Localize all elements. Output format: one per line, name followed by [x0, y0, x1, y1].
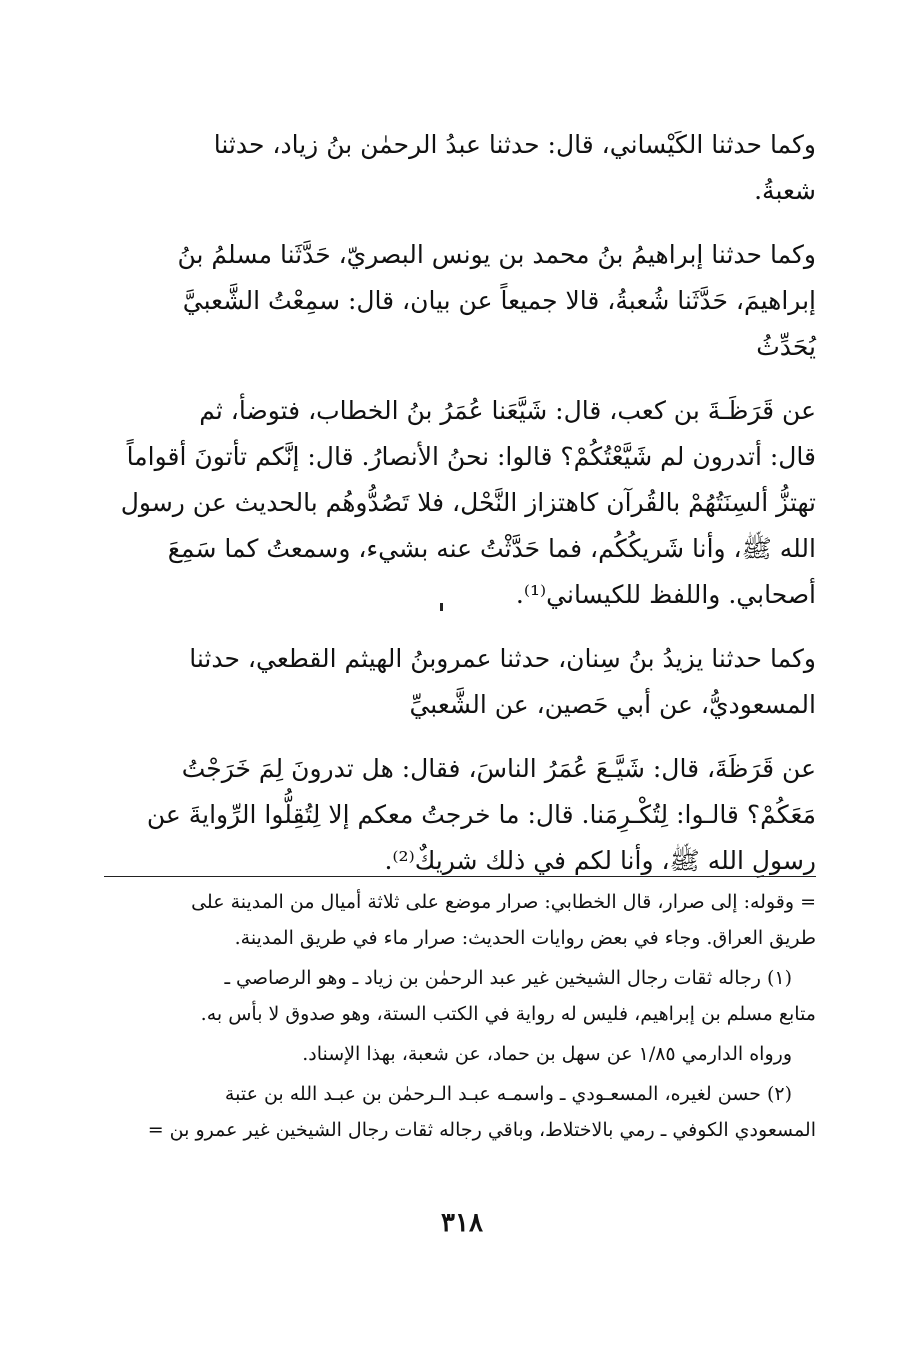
- footnote-line: = وقوله: إلى صرار، قال الخطابي: صرار موضع على ثلاثة أميال من المدينة على: [191, 891, 816, 913]
- print-mark: [440, 603, 443, 611]
- footnote-line: (٢) حسن لغيره، المسعـودي ـ واسمـه عبـد الـرحمٰن بن عبـد الله بن عتبة: [224, 1083, 792, 1105]
- footnote-divider: [104, 876, 816, 877]
- paragraph-2: [104, 232, 816, 370]
- text-line: المسعوديُّ، عن أبي حَصين، عن الشَّعبيِّ: [409, 690, 816, 719]
- footnote-1: [104, 960, 816, 1032]
- footnote-2: [104, 1076, 816, 1148]
- text-line: شعبةُ.: [754, 176, 816, 205]
- paragraph-1: [104, 122, 816, 214]
- text-line: عن قَرَظَةَ، قال: شَيَّـعَ عُمَرُ الناسَ، فقال: هل تدرونَ لِمَ خَرَجْتُ: [181, 754, 816, 783]
- paragraph-3: [104, 388, 816, 618]
- footnote-line: طريق العراق. وجاء في بعض روايات الحديث: صرار ماء في طريق المدينة.: [234, 927, 816, 949]
- text-line: مَعَكُمْ؟ قالـوا: لِتُكْـرِمَنا. قال: ما خرجتُ معكم إلا لِتُقِلُّوا الرِّوايةَ عن: [146, 800, 816, 829]
- text-line: عن قَرَظَـةَ بن كعب، قال: شَيَّعَنا عُمَرُ بنُ الخطاب، فتوضأ، ثم: [199, 396, 816, 425]
- main-text: [104, 122, 816, 894]
- page-number: ٣١٨: [441, 1208, 483, 1238]
- text-line: وكما حدثنا إبراهيمُ بنُ محمد بن يونس البصريّ، حَدَّثَنا مسلمُ بنُ: [177, 240, 816, 269]
- paragraph-4: [104, 636, 816, 728]
- footnotes: [104, 884, 816, 1152]
- footnote-line: المسعودي الكوفي ـ رمي بالاختلاط، وباقي رجاله ثقات رجال الشيخين غير عمرو بن =: [147, 1119, 816, 1141]
- text-line: الله ﷺ، وأنا شَريكُكُم، فما حَدَّثْتُ عنه بشيء، وسمعتُ كما سَمِعَ: [167, 534, 816, 563]
- text-line: رسولِ الله ﷺ، وأنا لكم في ذلك شريكٌ⁽²⁾.: [384, 846, 816, 875]
- footnote-line: ورواه الدارمي ١/٨٥ عن سهل بن حماد، عن شعبة، بهذا الإسناد.: [302, 1043, 792, 1065]
- text-line: وكما حدثنا يزيدُ بنُ سِنان، حدثنا عمروبنُ الهيثم القطعي، حدثنا: [189, 644, 816, 673]
- paragraph-5: [104, 746, 816, 884]
- text-line: يُحَدِّثُ: [756, 332, 816, 361]
- text-line: تهتزُّ ألسِنَتُهُمْ بالقُرآن كاهتزاز النَّحْل، فلا تَصُدُّوهُم بالحديث عن رسول: [120, 488, 816, 517]
- footnote-line: متابع مسلم بن إبراهيم، فليس له رواية في الكتب الستة، وهو صدوق لا بأس به.: [200, 1003, 816, 1025]
- footnote-1-addendum: [104, 1036, 816, 1072]
- text-line: أصحابي. واللفظ للكيساني⁽¹⁾.: [515, 580, 816, 609]
- text-line: قال: أتدرون لم شَيَّعْتُكُمْ؟ قالوا: نحنُ الأنصارُ. قال: إنَّكم تأتونَ أقواماً: [126, 442, 816, 471]
- text-line: وكما حدثنا الكَيْساني، قال: حدثنا عبدُ الرحمٰن بنُ زياد، حدثنا: [213, 130, 816, 159]
- footnote-line: (١) رجاله ثقات رجال الشيخين غير عبد الرحمٰن بن زياد ـ وهو الرصاصي ـ: [224, 967, 792, 989]
- footnote-continuation: [104, 884, 816, 956]
- text-line: إبراهيمَ، حَدَّثَنا شُعبةُ، قالا جميعاً عن بيان، قال: سمِعْتُ الشَّعبيَّ: [182, 286, 816, 315]
